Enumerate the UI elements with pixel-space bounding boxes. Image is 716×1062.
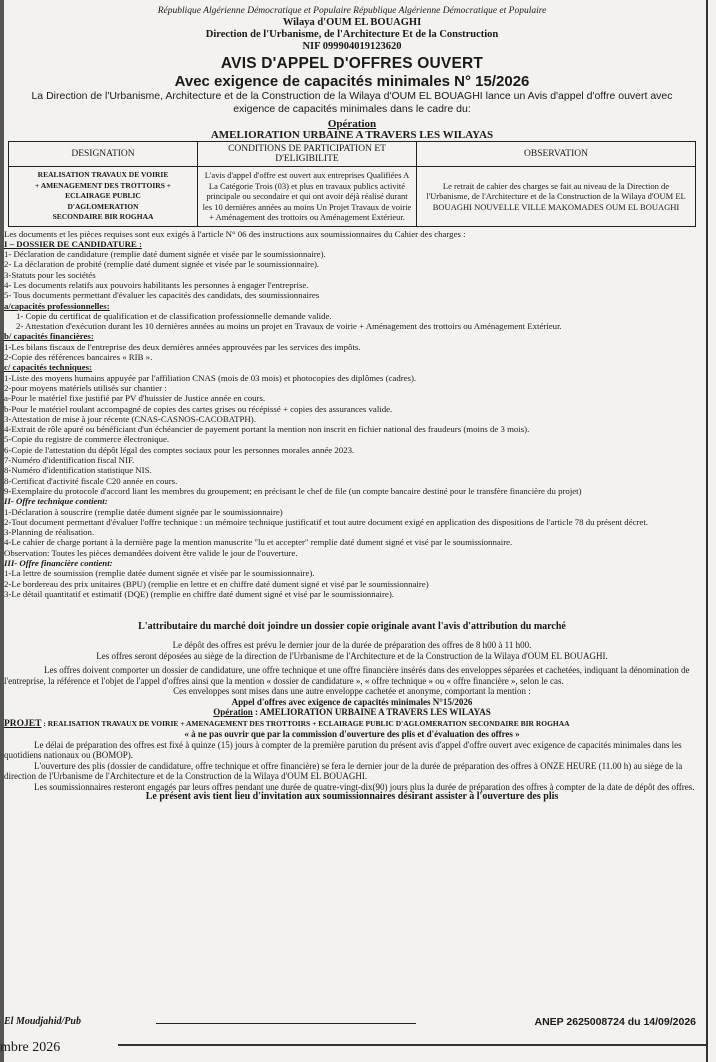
section-technical-capacities: c/ capacités techniques: xyxy=(4,362,92,373)
required-documents xyxy=(4,229,700,600)
list-item: a-Pour le matériel fixe justifié par PV d'huissier de Justice année en cours. xyxy=(4,393,266,404)
designation-line: D'AGLOMERATION xyxy=(67,201,139,211)
list-item: 5- Tous documents permettant d'évaluer les capacités des candidats, des soumissionnaires xyxy=(4,290,320,301)
nif-number: NIF 099904019123620 xyxy=(302,41,402,52)
list-item: 3-Attestation de mise à jour récente (CNAS-CASNOS-CACOBATPH). xyxy=(4,413,256,424)
note-opening: L'ouverture des plis (dossier de candidature, offre technique et offre financière) se fera le dernier jour de la durée de préparation des offres à ONZE HEURE (11.00 h) au siège de la direction de l'Urbanisme de l'Architecture et de la Construction de la Wilaya d'OUM EL BOUAGHI. xyxy=(4,760,683,782)
list-item: 4-Extrait de rôle apuré ou bénéficiant d'un échéancier de payement portant la mention non inscrit en fichier national des fraudeurs (moins de 3 mois). xyxy=(4,424,530,435)
note-operation-text: : AMELIORATION URBAINE A TRAVERS LES WILAYAS xyxy=(255,707,491,718)
direction-name: Direction de l'Urbanisme, de l'Architecture Et de la Construction xyxy=(205,29,499,40)
column-rule xyxy=(706,0,708,1062)
note-location: Les offres seront déposées au siège de la direction de l'Urbanisme de l'Architecture et de la Construction de la Wilaya d'OUM EL BOUAGHI. xyxy=(96,650,608,661)
list-item: 2-Le bordereau des prix unitaires (BPU) (remplie en lettre et en chiffre daté dument signé et visé par le soumissionnaire) xyxy=(4,578,429,589)
note-project-text: : REALISATION TRAVAUX DE VOIRIE + AMENAGEMENT DES TROTTOIRS + ECLAIRAGE PUBLIC D'AGLOMERATION SECONDAIRE BIR ROGHAA xyxy=(43,718,570,728)
list-item: 9-Exemplaire du protocole d'accord liant les membres du groupement; en précisant le chef de file (un compte bancaire destiné pour le transfère financière du projet) xyxy=(4,485,582,496)
conditions-table xyxy=(8,141,696,227)
conditions-cell: L'avis d'appel d'offre est ouvert aux entreprises Qualifiées A La Catégorie Trois (03) et plus en travaux publics activité principale ou secondaire et qui ont avoir déjà réalisé durant les 10 dernières années au moins Un Projet Travaux de voirie + Aménagement des trottoirs ou Aménagement Extérieur. xyxy=(198,167,417,227)
page-date: mbre 2026 xyxy=(0,1040,61,1055)
list-item: 5-Copie du registre de commerce électronique. xyxy=(4,434,170,445)
list-item: 7-Numéro d'identification fiscal NIF. xyxy=(4,455,135,466)
col-observation: OBSERVATION xyxy=(417,142,696,167)
section-professional-capacities: a/capacités professionnelles: xyxy=(4,300,110,311)
observation-cell: Le retrait de cahier des charges se fait au niveau de la Direction de l'Urbanisme, de l'Architecture et de la Construction de la Wilaya d'OUM EL BOUAGHI NOUVELLE VILLE MAKOMADES OUM EL BOUAGHI xyxy=(417,167,696,227)
section-candidature: I – DOSSIER DE CANDIDATURE : xyxy=(4,238,142,249)
list-item: 8-Certificat d'activité fiscale C20 année en cours. xyxy=(4,475,178,486)
list-item: 2- Attestation d'exécution durant les 10 dernières années au moins un projet en Travaux de voirie + Aménagement des trottoirs ou Aménagement Extérieur. xyxy=(16,321,562,332)
section-financial-offer: III- Offre financière contient: xyxy=(4,558,113,568)
notice-subtitle: Avec exigence de capacités minimales N° 15/2026 xyxy=(174,73,530,90)
footer-divider xyxy=(156,1023,416,1024)
col-designation: DESIGNATION xyxy=(9,142,198,167)
col-conditions: CONDITIONS DE PARTICIPATION ET D'ELIGIBILITE xyxy=(198,142,417,167)
doc-intro: Les documents et les pièces requises sont eux exigés à l'article N° 06 des instructions aux soumissionnaires du Cahier des charges : xyxy=(4,228,466,239)
list-item: 2-Copie des références bancaires « RIB ». xyxy=(4,352,153,363)
note-operation xyxy=(4,707,700,718)
list-item: 1-La lettre de soumission (remplie datée dument signée et visée par le soumissionnaire). xyxy=(4,568,315,579)
list-item: 3-Planning de réalisation. xyxy=(4,527,95,538)
note-project-label: PROJET xyxy=(4,718,42,729)
list-item: 4-Le cahier de charge portant à la dernière page la mention manuscrite "lu et accepter" remplie daté dument signé et visé par le soumissionnaire. xyxy=(4,537,513,548)
anep-reference: ANEP 2625008724 du 14/09/2026 xyxy=(534,1016,696,1028)
designation-line: SECONDAIRE BIR ROGHAA xyxy=(52,212,154,221)
designation-line: + AMENAGEMENT DES TROTTOIRS + xyxy=(34,180,172,190)
note-preparation-delay: Le délai de préparation des offres est fixé à quinze (15) jours à compter de la première parution du présent avis d'appel d'offre ouvert avec exigence de capacités minimales dans les quotidiens nationaux ou (BOMOP). xyxy=(4,739,682,761)
operation-label: Opération xyxy=(327,118,377,130)
list-item: 2-pour moyens matériels utilisés sur chantier : xyxy=(4,382,167,393)
note-invitation: Le présent avis tient lieu d'invitation aux soumissionnaires désirant assister à l'ouverture des plis xyxy=(145,791,559,803)
submission-notes xyxy=(4,640,700,803)
intro-paragraph: La Direction de l'Urbanisme, Architecture et de la Construction de la Wilaya d'OUM EL BOUAGHI lance un Avis d'appel d'offre ouvert avec exigence de capacités minimales dans le cadre du: xyxy=(31,90,673,115)
attribution-notice: L'attributaire du marché doit joindre un dossier copie originale avant l'avis d'attribution du marché xyxy=(138,621,566,633)
list-item: 2-Tout document permettant d'évaluer l'offre technique : un mémoire technique justificatif et tout autre document exigé en application des dispositions de l'article 78 du présent décret. xyxy=(4,516,648,527)
list-item: 6-Copie de l'attestation du dépôt légal des comptes sociaux pour les personnes morales année 2023. xyxy=(4,444,355,455)
list-item: 4- Les documents relatifs aux pouvoirs habilitants les personnes à engager l'entreprise. xyxy=(4,279,309,290)
notice-title: AVIS D'APPEL D'OFFRES OUVERT xyxy=(220,55,484,72)
page-bottom-rule xyxy=(118,1044,708,1046)
list-item: 2- La déclaration de probité (remplie daté dument signée et visée par le soumissionnaire). xyxy=(4,259,320,270)
designation-line: ECLAIRAGE PUBLIC xyxy=(65,191,141,200)
note-reference: Appel d'offres avec exigence de capacités minimales N°15/2026 xyxy=(231,696,473,707)
table-header-row xyxy=(9,142,696,167)
note-operation-label: Opération xyxy=(213,707,253,718)
republic-header: République Algérienne Démocratique et Populaire République Algérienne Démocratique et Populaire xyxy=(157,6,547,16)
observation-note: Observation: Toutes les pièces demandées doivent être valide le jour de l'ouverture. xyxy=(4,547,298,558)
list-item: 3-Statuts pour les sociétés xyxy=(4,269,96,280)
list-item: 3-Le détail quantitatif et estimatif (DQE) (remplie en chiffre daté dument signé et visé par le soumissionnaire). xyxy=(4,588,394,599)
newspaper-credit: El Moudjahid/Pub xyxy=(4,1016,81,1027)
wilaya-name: Wilaya d'OUM EL BOUAGHI xyxy=(282,17,422,28)
list-item: 1-Liste des moyens humains appuyée par l'affiliation CNAS (mois de 03 mois) et photocopies des diplômes (cadres). xyxy=(4,372,417,383)
note-deposit: Le dépôt des offres est prévu le dernier jour de la durée de préparation des offres de 8 h00 à 11 h00. xyxy=(172,640,532,651)
table-row xyxy=(9,167,696,227)
list-item: 1-Déclaration à souscrire (remplie datée dument signée par le soumissionnaire) xyxy=(4,506,283,517)
note-do-not-open: « à ne pas ouvrir que par la commission d'ouverture des plis et d'évaluation des offres » xyxy=(184,729,520,740)
section-technical-offer: II- Offre technique contient: xyxy=(4,496,108,507)
note-commitment: Les soumissionnaires resteront engagés par leurs offres pendant une durée de quatre-vingt-dix(90) jours plus la durée de préparation des offres à compter de la date de dépôt des offres. xyxy=(34,781,695,792)
note-outer-envelope: Ces enveloppes sont mises dans une autre enveloppe cachetée et anonyme, comportant la mention : xyxy=(173,686,531,697)
note-project xyxy=(4,719,700,730)
section-financial-capacities: b/ capacités financières: xyxy=(4,331,94,342)
tender-notice xyxy=(4,6,700,803)
note-envelopes: Les offres doivent comporter un dossier de candidature, une offre technique et une offre financière insérés dans des enveloppes séparées et cachetées, indiquant la dénomination de l'entreprise, la référence et l'objet de l'appel d'offres ainsi que la mention « dossier de candidature », « offre technique » ou « offre financière », selon le cas. xyxy=(4,665,690,686)
designation-cell xyxy=(9,167,198,227)
list-item: 8-Numéro d'identification statistique NIS. xyxy=(4,465,152,476)
list-item: 1- Copie du certificat de qualification et de classification professionnelle demande valide. xyxy=(16,310,332,321)
operation-title: AMELIORATION URBAINE A TRAVERS LES WILAYAS xyxy=(210,129,494,141)
list-item: 1- Déclaration de candidature (remplie daté dument signée et visée par le soumissionnaire). xyxy=(4,249,326,260)
ad-footer xyxy=(4,1016,696,1030)
list-item: b-Pour le matériel roulant accompagné de copies des cartes grises ou récépissé + copies des assurances valide. xyxy=(4,403,393,414)
designation-line: REALISATION TRAVAUX DE VOIRIE xyxy=(37,170,169,179)
list-item: 1-Les bilans fiscaux de l'entreprise des deux dernières années approuvées par les services des impôts. xyxy=(4,341,361,352)
